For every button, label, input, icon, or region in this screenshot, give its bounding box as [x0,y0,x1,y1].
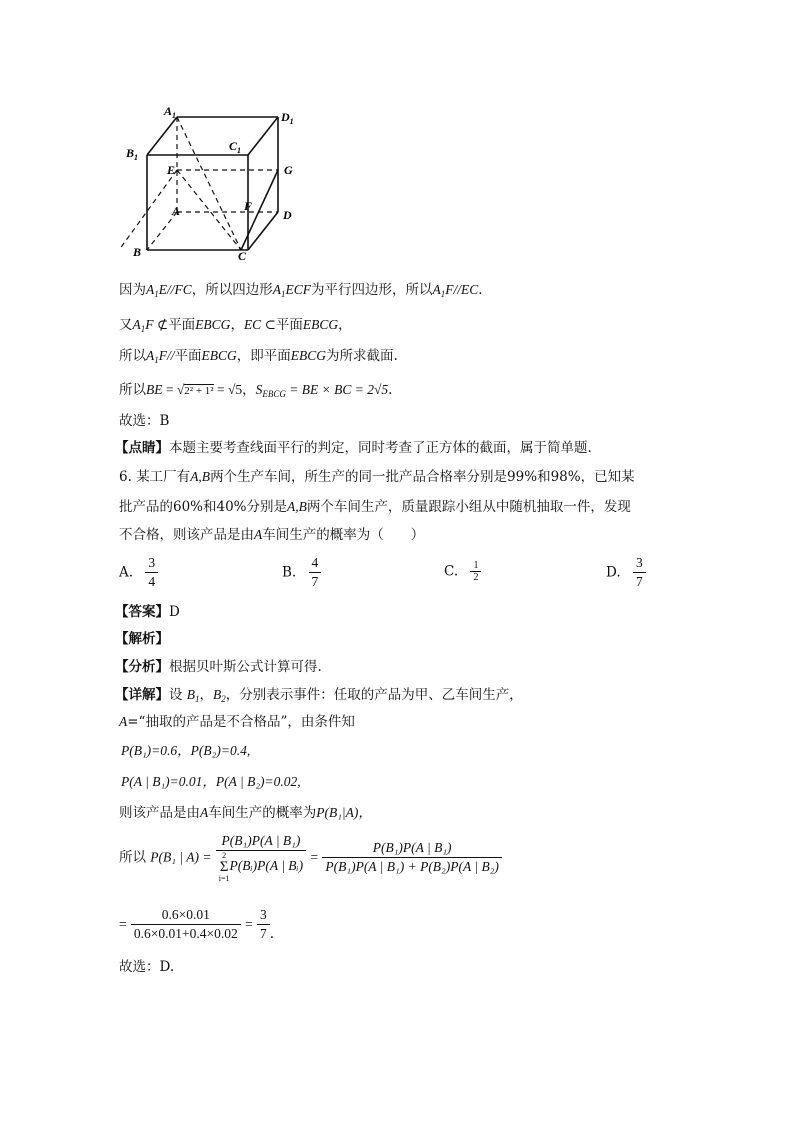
bayes-formula: 所以 P(B₁ | A) = P(B₁)P(A | B₁) 2 Σ i=1 P(Bᵢ)P(A | Bᵢ) = $\frac{\text{P(B₁)P(A | B₁)}}{\text{P(B₁)P(A | B₁) + P(B₂)P(A | B₂)}}$ [119,832,502,883]
solution-line-1: 因为$A_1E//FC$，所以四边形$A_1ECF$为平行四边形，所以$A_1F//EC$. [119,282,483,299]
prev-comment: 【点睛】本题主要考查线面平行的判定，同时考查了正方体的截面，属于简单题. [115,440,592,456]
fenxi-line: 【分析】根据贝叶斯公式计算可得. [115,659,322,675]
solution-line-4: 所以BE = √2² + 1² = √5，$S_{EBCG}$ = BE × BC = 2√5. [119,382,393,399]
question-line-2: 批产品的60%和40%分别是A,B两个车间生产，质量跟踪小组从中随机抽取一件，发现 [119,499,631,515]
event-def-line: A=“抽取的产品是不合格品”，由条件知 [119,714,355,730]
question-line-1: 6. 某工厂有A,B两个生产车间，所生产的同一批产品合格率分别是99%和98%，已知某 [119,469,635,485]
numeric-result: = $\frac{0.6\times 0.01}{0.6\times 0.01+0.4\times 0.02}$ = $\frac{3}{7}$ . [119,907,275,942]
label-D1: $D_1$ [281,110,294,126]
prev-choice: 故选：B [119,413,170,429]
solution-line-3: 所以$A_1F//$平面EBCG，即平面EBCG为所求截面. [119,348,398,365]
label-B: B [133,245,142,259]
option-d: D. $\frac{3}{7}$ [606,554,646,591]
then-line: 则该产品是由A车间生产的概率为P(B₁|A)， [119,805,372,821]
question-line-3: 不合格，则该产品是由A车间生产的概率为（ ） [119,527,425,543]
final-choice: 故选：D. [119,959,175,975]
xiangjie-line: 【详解】设 $B_1$，$B_2$，分别表示事件：任取的产品为甲、乙车间生产， [115,687,523,704]
option-a: A. $\frac{3}{4}$ [119,554,158,591]
solution-line-2: 又$A_1F$ ⊄平面EBCG，EC ⊂平面EBCG， [119,317,352,334]
label-D: D [283,208,292,222]
label-B1: $B_1$ [126,146,139,162]
answer-line: 【答案】D [115,604,180,620]
prob-line-1: P(B₁)=0.6，P(B₂)=0.4, [121,743,251,758]
label-E: E [167,163,176,177]
label-A: A [172,204,181,218]
label-A1: $A_1$ [164,104,177,120]
label-G: G [284,163,293,177]
prob-line-2: P(A | B₁)=0.01，P(A | B₂)=0.02, [121,774,301,789]
label-F: F [244,199,253,213]
option-b: B. $\frac{4}{7}$ [282,554,321,591]
label-C1: $C_1$ [229,139,242,155]
option-c: C. $\frac{1}{2}$ [444,560,481,583]
label-C: C [238,249,247,263]
analysis-tag: 【解析】 [115,631,169,647]
cube-figure [110,100,310,265]
